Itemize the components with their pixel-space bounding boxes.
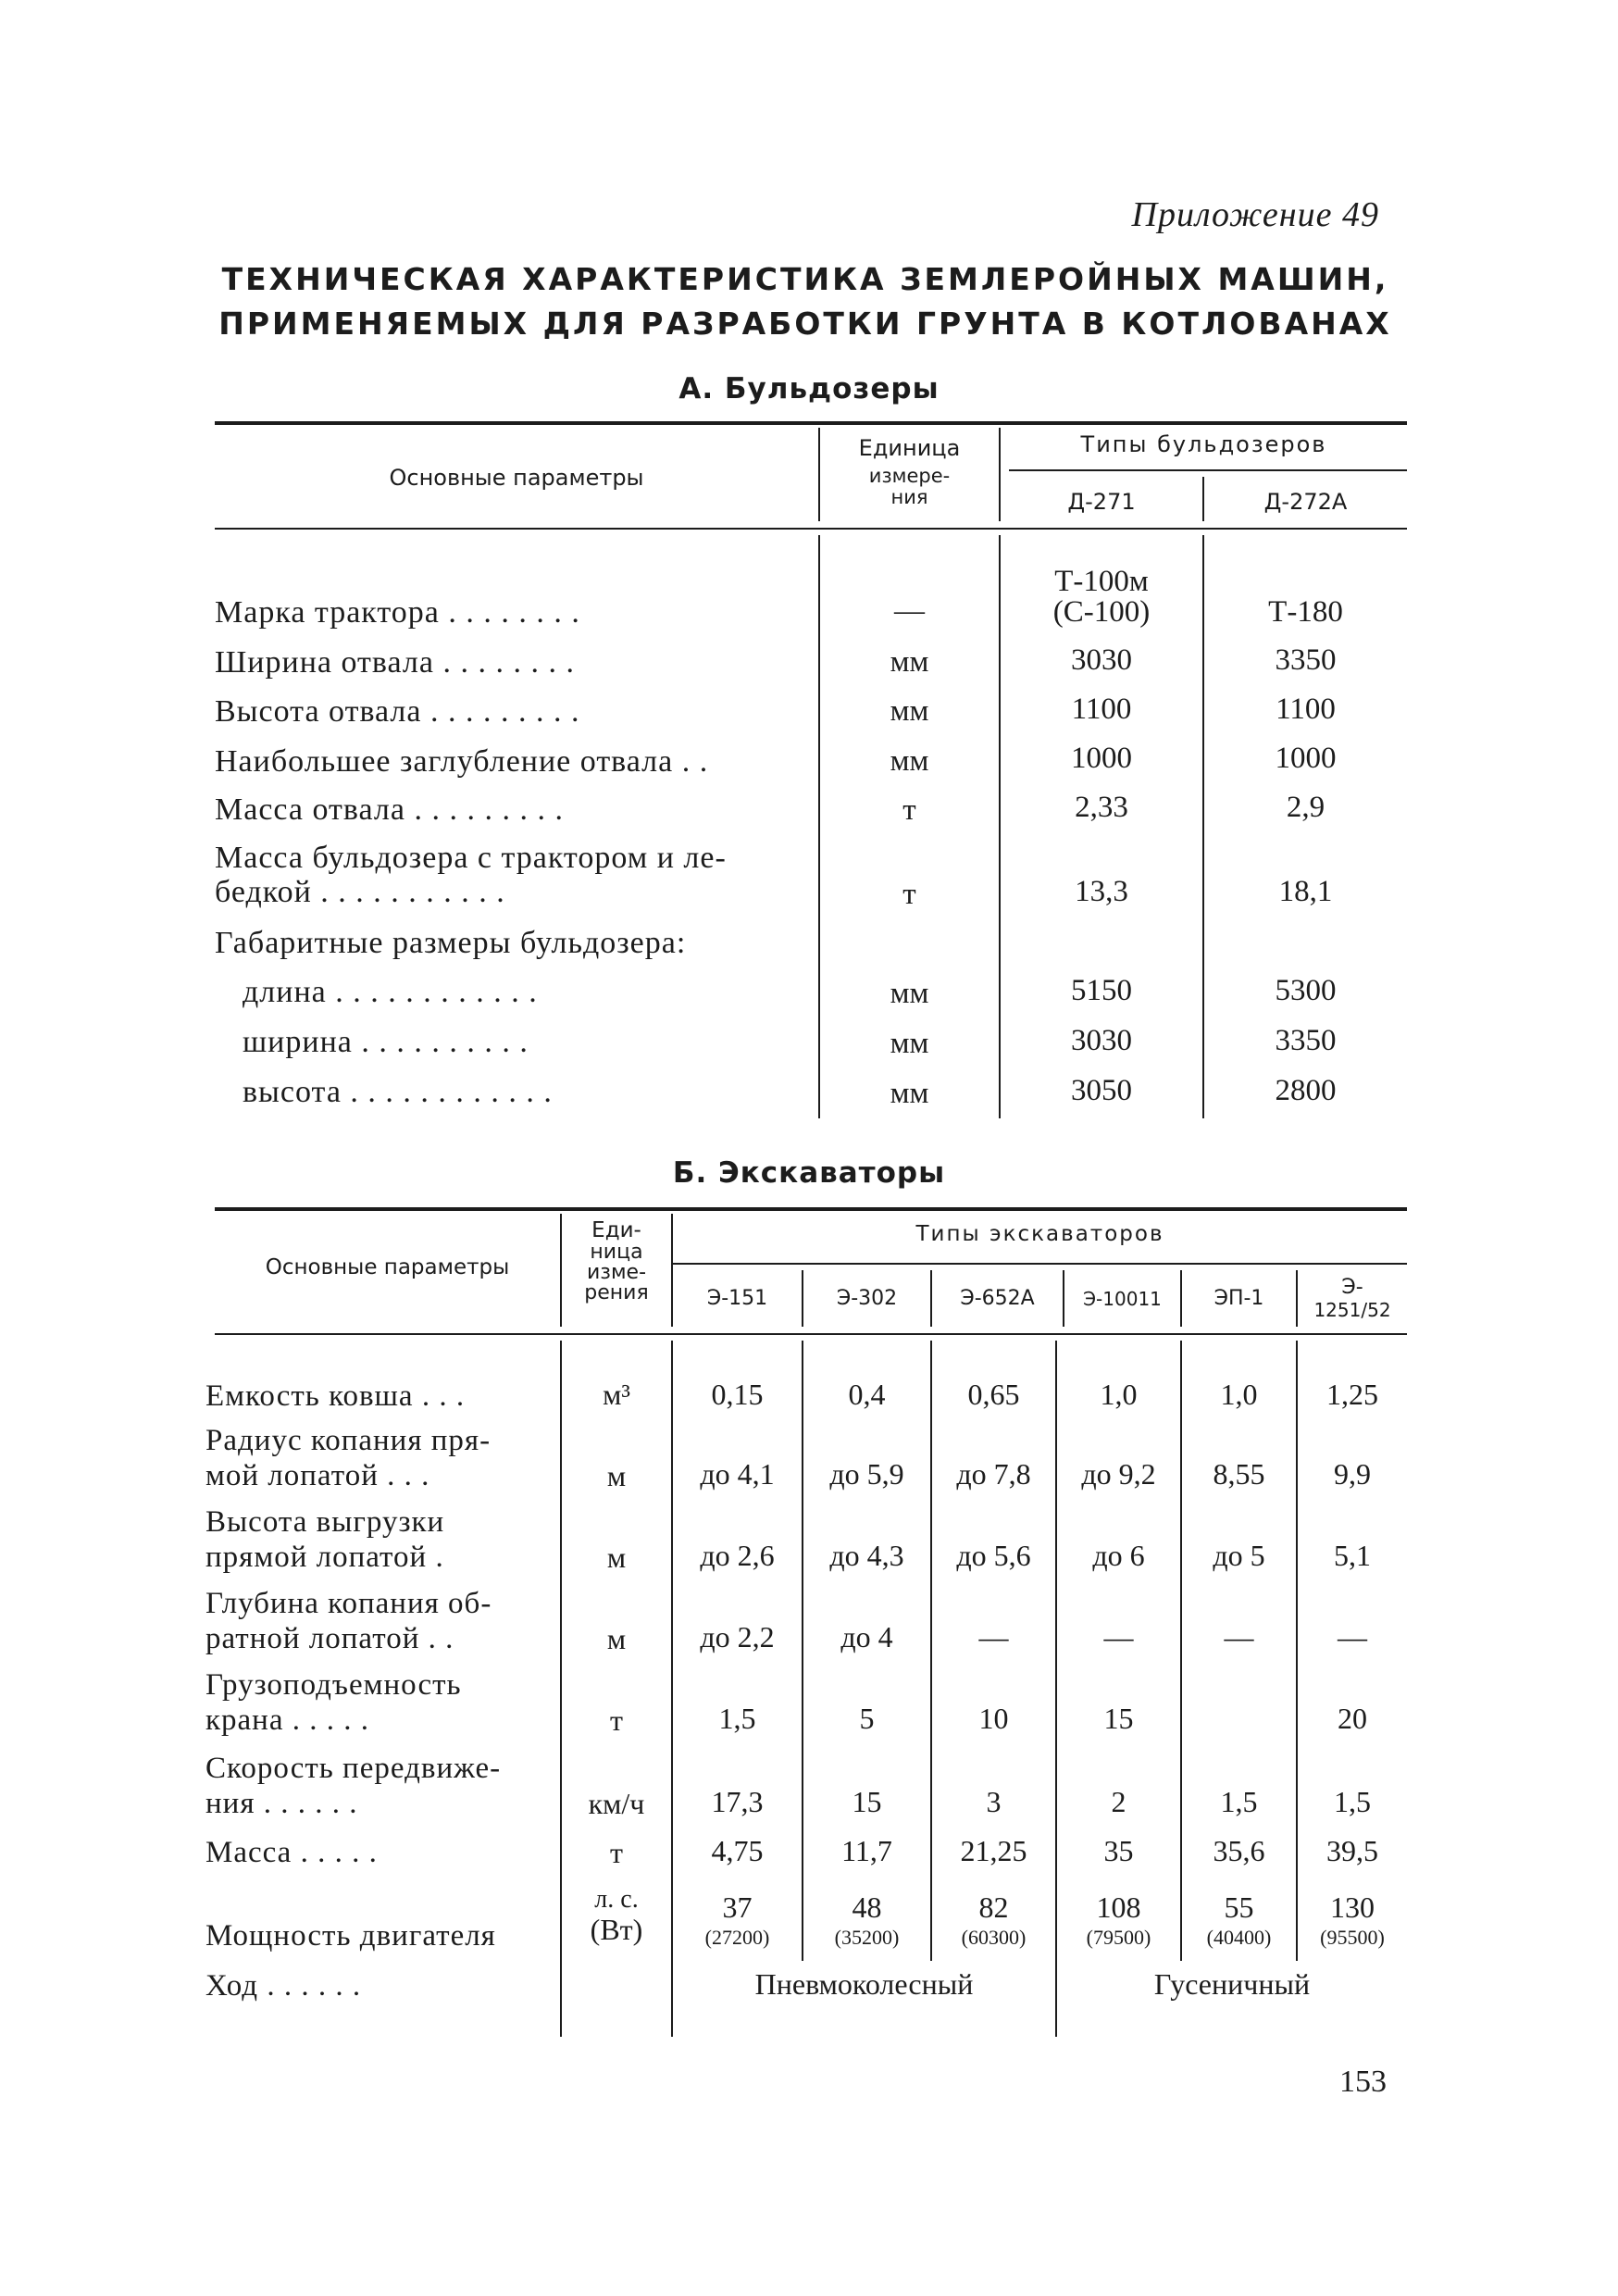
type-d272a: Д-272А — [1263, 489, 1348, 515]
type-e302: Э-302 — [836, 1287, 898, 1310]
row-value: 3030 — [1071, 1024, 1132, 1057]
types-underline — [673, 1263, 1407, 1265]
row-value: 82 — [978, 1890, 1009, 1924]
row-group-value: Пневмоколесный — [754, 1967, 974, 2001]
row-value: 2,33 — [1075, 791, 1128, 824]
row-label: Наибольшее заглубление отвала . . — [215, 744, 709, 779]
unit-header-1: Единица — [858, 435, 961, 461]
row-value: до 5,6 — [956, 1539, 1031, 1572]
row-label: Мощность двигателя — [205, 1919, 496, 1953]
type-e151: Э-151 — [706, 1287, 768, 1310]
row-label: ратной лопатой . . — [205, 1622, 454, 1655]
row-unit: м — [606, 1459, 627, 1492]
row-value: Т-100м — [1054, 565, 1149, 598]
row-label: бедкой . . . . . . . . . . . — [215, 875, 505, 909]
types-underline — [1009, 469, 1407, 471]
row-value: 5 — [859, 1702, 875, 1735]
row-value: до 7,8 — [956, 1457, 1031, 1491]
type-e1251-a: Э- — [1341, 1276, 1363, 1299]
header-bottom-rule — [215, 528, 1407, 530]
row-unit: мм — [890, 977, 929, 1010]
row-value: 2,9 — [1286, 791, 1326, 824]
row-value: 21,25 — [960, 1834, 1027, 1867]
row-subvalue: (27200) — [704, 1926, 770, 1949]
row-value: до 4 — [840, 1620, 893, 1653]
row-value: 5,1 — [1334, 1539, 1371, 1572]
row-value: 0,65 — [967, 1378, 1020, 1411]
row-value: 8,55 — [1213, 1457, 1265, 1491]
row-subvalue: (79500) — [1086, 1926, 1151, 1949]
row-label: Ширина отвала . . . . . . . . — [215, 645, 575, 680]
type-e10011: Э-10011 — [1083, 1288, 1162, 1310]
row-value: 55 — [1224, 1890, 1254, 1924]
unit-header-1: Еди- — [591, 1218, 641, 1242]
row-label: Габаритные размеры бульдозера: — [215, 926, 687, 960]
row-label: Скорость передвиже- — [205, 1752, 502, 1785]
row-value: 2 — [1111, 1785, 1126, 1818]
row-value: — — [1224, 1620, 1254, 1653]
row-value: 15 — [1103, 1702, 1134, 1735]
row-subvalue: (60300) — [961, 1926, 1027, 1949]
row-label: прямой лопатой . — [205, 1541, 444, 1574]
row-value: 48 — [852, 1890, 882, 1924]
row-value: 1,5 — [1334, 1785, 1371, 1818]
title-line-2: ПРИМЕНЯЕМЫХ ДЛЯ РАЗРАБОТКИ ГРУНТА В КОТЛОВАНАХ — [218, 306, 1392, 342]
row-value: — — [978, 1620, 1009, 1653]
row-value: 4,75 — [711, 1834, 764, 1867]
unit-header-4: рения — [584, 1281, 649, 1304]
row-label: мой лопатой . . . — [205, 1459, 430, 1492]
row-value: 0,4 — [848, 1378, 886, 1411]
row-value: 18,1 — [1278, 875, 1333, 908]
row-value: 130 — [1330, 1890, 1375, 1924]
row-value: 35,6 — [1213, 1834, 1265, 1867]
row-value: 39,5 — [1326, 1834, 1378, 1867]
row-value: 5150 — [1071, 974, 1132, 1007]
row-label: крана . . . . . — [205, 1703, 369, 1737]
table-top-rule — [215, 421, 1407, 425]
row-unit: мм — [890, 1027, 929, 1060]
row-value: 37 — [722, 1890, 753, 1924]
type-ep1: ЭП-1 — [1214, 1287, 1264, 1310]
params-header: Основные параметры — [389, 465, 644, 491]
title-line-1: ТЕХНИЧЕСКАЯ ХАРАКТЕРИСТИКА ЗЕМЛЕРОЙНЫХ МАШИН, — [221, 261, 1389, 297]
excavators-section-title: Б. Экскаваторы — [672, 1156, 946, 1190]
row-unit: т — [610, 1703, 623, 1737]
row-value: 1,5 — [1220, 1785, 1258, 1818]
type-e652a: Э-652А — [960, 1287, 1035, 1310]
row-label: Марка трактора . . . . . . . . — [215, 595, 580, 630]
row-unit: т — [610, 1836, 623, 1869]
row-label: длина . . . . . . . . . . . . — [243, 975, 538, 1009]
unit-header-3: ния — [890, 486, 928, 508]
type-d271: Д-271 — [1067, 489, 1136, 515]
row-unit: мм — [890, 1077, 929, 1110]
row-unit: км/ч — [588, 1787, 645, 1820]
row-unit: м — [606, 1541, 627, 1574]
row-label: ширина . . . . . . . . . . — [243, 1025, 529, 1059]
bulldozers-section-title: А. Бульдозеры — [678, 372, 940, 406]
row-group-value: Гусеничный — [1153, 1967, 1311, 2001]
row-value: 35 — [1103, 1834, 1134, 1867]
row-value: 3350 — [1275, 1024, 1337, 1057]
row-label: Грузоподъемность — [205, 1668, 462, 1702]
params-header: Основные параметры — [265, 1255, 510, 1279]
row-unit: мм — [890, 645, 929, 679]
type-e1251-b: 1251/52 — [1313, 1299, 1391, 1321]
row-value: до 5,9 — [829, 1457, 904, 1491]
row-unit: м — [606, 1622, 627, 1655]
row-value: — — [1338, 1620, 1367, 1653]
row-value: до 6 — [1092, 1539, 1145, 1572]
row-unit: л. с. — [594, 1885, 639, 1914]
page-title — [185, 257, 1425, 346]
row-label: Масса отвала . . . . . . . . . — [215, 792, 564, 827]
row-label: Радиус копания пря- — [205, 1424, 492, 1457]
row-subvalue: (95500) — [1320, 1926, 1385, 1949]
row-label: Емкость ковша . . . — [205, 1379, 466, 1413]
row-value: 3350 — [1275, 643, 1337, 677]
row-value: 5300 — [1275, 974, 1337, 1007]
row-value: 1,5 — [718, 1702, 756, 1735]
row-value: до 2,6 — [700, 1539, 775, 1572]
row-label: Высота отвала . . . . . . . . . — [215, 694, 580, 729]
row-unit: м³ — [603, 1378, 630, 1411]
row-value: — — [1103, 1620, 1134, 1653]
row-value: 1000 — [1275, 742, 1337, 775]
unit-header-3: изме- — [586, 1261, 647, 1284]
row-value: 17,3 — [711, 1785, 764, 1818]
row-value: 3050 — [1071, 1074, 1132, 1107]
row-value: 2800 — [1275, 1074, 1337, 1107]
row-value: (С-100) — [1052, 595, 1151, 629]
types-header: Типы бульдозеров — [1080, 431, 1327, 457]
unit-header-2: измере- — [868, 465, 951, 487]
row-value: 13,3 — [1075, 875, 1128, 908]
row-value: 1,0 — [1100, 1378, 1138, 1411]
row-value: до 5 — [1213, 1539, 1265, 1572]
row-value: 1000 — [1071, 742, 1132, 775]
row-value: 1,25 — [1326, 1378, 1378, 1411]
row-unit: мм — [890, 744, 929, 778]
row-unit: (Вт) — [590, 1913, 643, 1946]
row-label: ния . . . . . . — [205, 1787, 358, 1820]
table-top-rule — [215, 1207, 1407, 1211]
row-value: до 4,3 — [829, 1539, 904, 1572]
row-value: 11,7 — [841, 1834, 892, 1867]
row-value: 9,9 — [1334, 1457, 1371, 1491]
types-header: Типы экскаваторов — [915, 1222, 1164, 1246]
row-value: до 4,1 — [700, 1457, 775, 1491]
row-value: 1,0 — [1220, 1378, 1258, 1411]
row-value: 10 — [978, 1702, 1009, 1735]
row-label: Масса . . . . . — [205, 1836, 378, 1869]
row-label: Глубина копания об- — [205, 1587, 492, 1620]
row-unit: т — [902, 878, 916, 911]
unit-header-2: ница — [590, 1241, 643, 1264]
row-value: до 9,2 — [1081, 1457, 1156, 1491]
row-value: до 2,2 — [700, 1620, 775, 1653]
row-label: высота . . . . . . . . . . . . — [243, 1075, 553, 1109]
row-unit: мм — [890, 694, 929, 728]
row-value: 20 — [1338, 1702, 1367, 1735]
row-value: 1100 — [1071, 693, 1132, 726]
row-label: Ход . . . . . . — [205, 1969, 362, 2003]
row-subvalue: (35200) — [834, 1926, 900, 1949]
appendix-label: Приложение 49 — [1131, 195, 1379, 234]
row-label: Масса бульдозера с трактором и ле- — [215, 841, 727, 875]
row-value: 3030 — [1071, 643, 1132, 677]
row-unit: т — [902, 793, 916, 827]
row-label: Высота выгрузки — [205, 1505, 445, 1539]
row-value: 15 — [852, 1785, 882, 1818]
row-value: 0,15 — [711, 1378, 764, 1411]
row-value: 3 — [986, 1785, 1002, 1818]
row-subvalue: (40400) — [1206, 1926, 1272, 1949]
header-bottom-rule — [215, 1333, 1407, 1335]
row-value: 1100 — [1276, 693, 1336, 726]
row-value: Т-180 — [1268, 595, 1343, 629]
row-value: 108 — [1096, 1890, 1141, 1924]
page-number: 153 — [1339, 2065, 1387, 2099]
row-unit: — — [894, 594, 925, 628]
